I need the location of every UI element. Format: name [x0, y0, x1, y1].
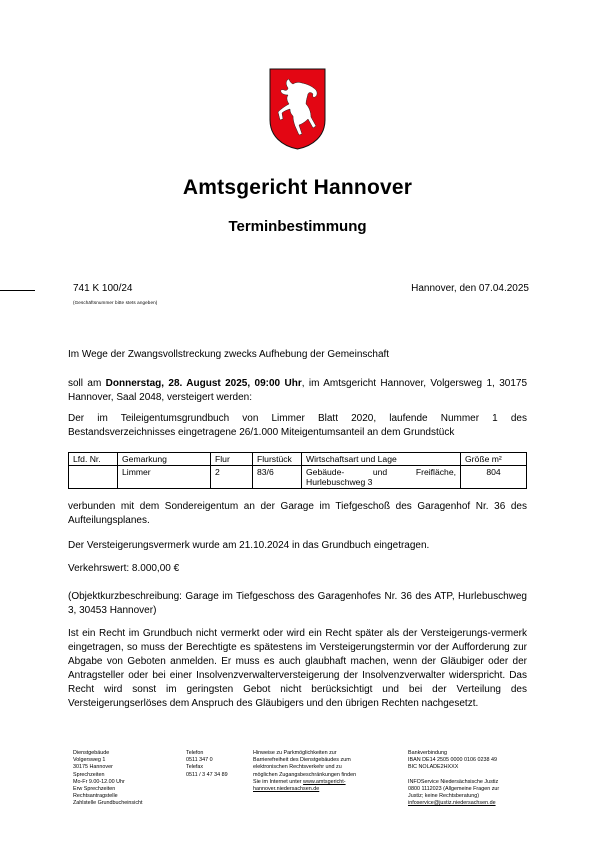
footer-line: Barrierefreiheit des Dienstgebäudes zum — [253, 757, 351, 764]
website-link[interactable]: www.amtsgericht- — [303, 778, 346, 785]
website-link[interactable]: hannover.niedersachsen.de — [253, 786, 320, 793]
auction-date: Donnerstag, 28. August 2025, 09:00 Uhr — [105, 378, 302, 389]
cell-gemarkung: Limmer — [118, 466, 211, 489]
footer-line: 0511 / 3 47 34 89 — [186, 771, 228, 778]
footer-line: Justiz; keine Rechtsberatung) — [408, 793, 480, 800]
sondereigentum-paragraph: verbunden mit dem Sondereigentum an der Garage im Tiefgeschoß des Garagenhof Nr. 36 des Aufteilungsplanes. — [68, 501, 527, 526]
table-row — [69, 466, 527, 489]
object-paragraph: Der im Teileigentumsgrundbuch von Limmer Blatt 2020, laufende Nummer 1 des Bestandsverzeichnisses eingetragene 26/1.000 Miteigentumsanteil an dem Grundstück — [68, 413, 527, 438]
cell-wirtschaftsart: Gebäude- und Freifläche, Hurlebuschweg 3 — [302, 466, 461, 489]
footer-bank — [408, 750, 499, 807]
table-header-row — [69, 453, 527, 466]
footer-line: möglichen Zugangsbeschränkungen finden — [253, 771, 357, 778]
col-flur: Flur — [211, 453, 253, 466]
auction-date-prefix: soll am — [68, 378, 106, 389]
vermerk-paragraph: Der Versteigerungsvermerk wurde am 21.10.2024 in das Grundbuch eingetragen. — [68, 540, 430, 551]
footer-line: Erw Sprechzeiten — [73, 786, 116, 793]
footer-line: Zahlstelle Grundbucheinsicht — [73, 800, 143, 807]
footer-line: Volgersweg 1 — [73, 757, 106, 764]
court-name-heading: Amtsgericht Hannover — [182, 176, 413, 199]
footer-line: Sprechzeiten — [73, 771, 105, 778]
email-link[interactable]: infoservice@justiz.niedersachsen.de — [408, 800, 496, 807]
case-number: 741 K 100/24 — [73, 283, 133, 294]
footer-line: Bankverbindung — [408, 750, 447, 756]
footer-line: Telefon — [186, 750, 204, 756]
footer-line: 30175 Hannover — [73, 764, 113, 771]
coat-of-arms-horse-icon — [269, 68, 326, 150]
footer-line: INFOService Niedersächsische Justiz — [408, 778, 499, 785]
footer-line: Mo-Fr 9.00-12.00 Uhr — [73, 778, 125, 785]
verkehrswert: Verkehrswert: 8.000,00 € — [68, 563, 180, 574]
rechte-paragraph: Ist ein Recht im Grundbuch nicht vermerkt oder wird ein Recht später als der Versteigerungs-vermerk eingetragen, so muss der Berechtigte es spätestens im Versteigerungstermin vor der Aufforderung zur Abgabe von Geboten anmelden. Er muss es auch glaubhaft machen, wenn der Gläubiger oder der Antragsteller oder bei einer Insolvenzverwalterversteigerung der Insolvenzverwalter widerspricht. Das Recht wird sonst im geringsten Gebot nicht berücksichtigt und bei der Verteilung des Versteigerungserlöses dem Anspruch des Gläubigers und den übrigen Rechten nachgesetzt. — [68, 628, 527, 709]
cell-groesse: 804 — [461, 466, 527, 489]
col-flurstueck: Flurstück — [253, 453, 302, 466]
case-number-note: (Geschäftsnummer bitte stets angeben) — [73, 300, 158, 305]
footer-line: Telefax — [186, 764, 204, 771]
footer-text: Sie im Internet unter — [253, 778, 304, 785]
cell-flurstueck: 83/6 — [253, 466, 302, 489]
property-table — [68, 452, 527, 489]
cell-lfd-nr — [69, 466, 118, 489]
col-groesse: Größe m² — [461, 453, 527, 466]
footer-line: elektronischen Rechtsverkehr und zu — [253, 764, 342, 771]
footer-line: 0511 347 0 — [186, 757, 213, 764]
cell-flur: 2 — [211, 466, 253, 489]
footer-line: Dienstgebäude — [73, 750, 110, 756]
footer-address — [73, 750, 143, 808]
intro-paragraph: Im Wege der Zwangsvollstreckung zwecks Aufhebung der Gemeinschaft — [68, 349, 390, 360]
footer-line: IBAN DE14 2505 0000 0106 0238 49 — [408, 757, 498, 764]
footer-line: BIC NOLADE2HXXX — [408, 764, 459, 771]
footer-line: 0800 1112023 (Allgemeine Fragen zur — [408, 785, 500, 792]
document-title: Terminbestimmung — [228, 218, 367, 235]
objektkurzbeschreibung: (Objektkurzbeschreibung: Garage im Tiefgeschoss des Garagenhofes Nr. 36 des ATP, Hurlebuschweg 3, 30453 Hannover) — [68, 591, 527, 616]
footer-line: Rechtsantragstelle — [73, 793, 118, 800]
auction-date-location: , im Amtsgericht Hannover, Volgersweg 1, 30175 Hannover, Saal 2048, versteigert werden: — [68, 378, 528, 403]
place-and-date: Hannover, den 07.04.2025 — [411, 283, 529, 294]
footer-phone — [186, 750, 228, 779]
fold-mark-line — [0, 290, 35, 291]
footer-line — [253, 779, 398, 786]
auction-date-paragraph — [68, 377, 527, 405]
footer-hints — [253, 750, 398, 793]
col-wirtschaftsart: Wirtschaftsart und Lage — [302, 453, 461, 466]
footer-line: Hinweise zu Parkmöglichkeiten zur — [253, 750, 337, 756]
col-lfd-nr: Lfd. Nr. — [69, 453, 118, 466]
col-gemarkung: Gemarkung — [118, 453, 211, 466]
